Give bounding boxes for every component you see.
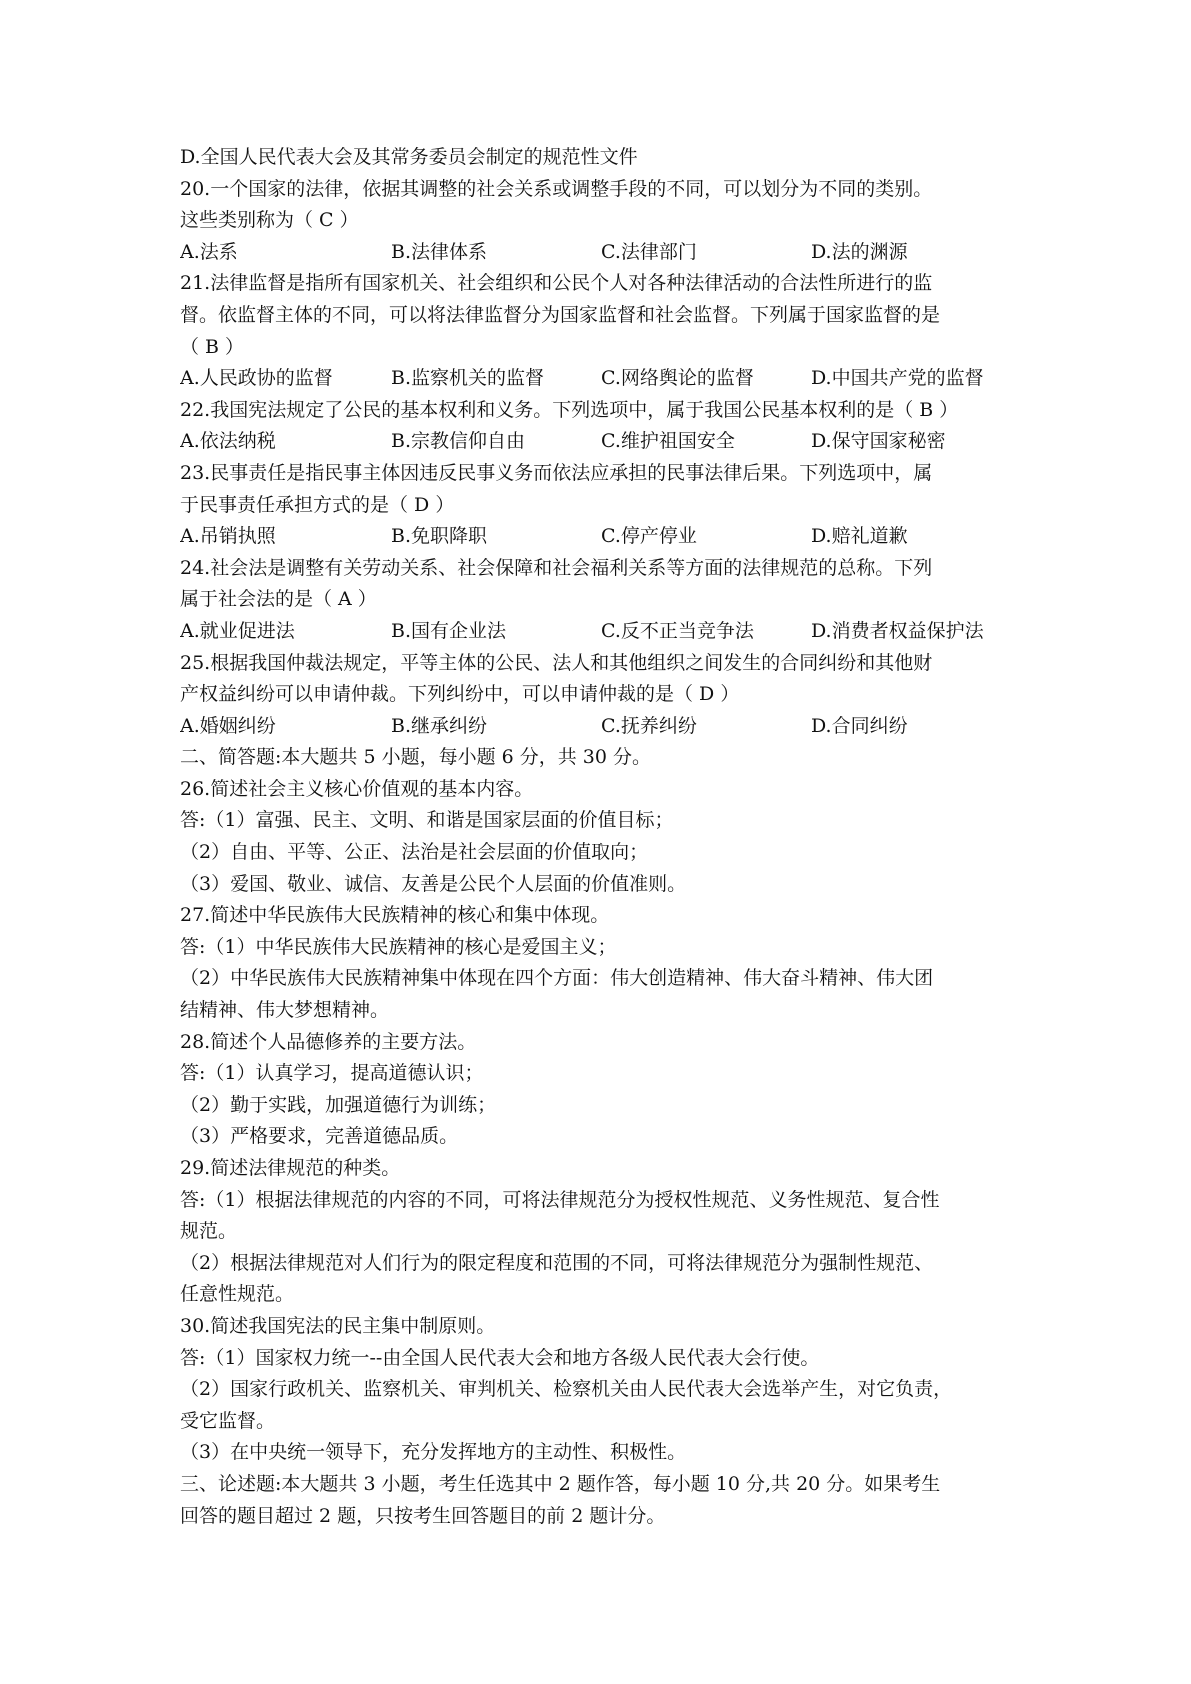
text-line: 20.一个国家的法律，依据其调整的社会关系或调整手段的不同，可以划分为不同的类别。 bbox=[180, 177, 933, 200]
text-line: 29.简述法律规范的种类。 bbox=[180, 1157, 401, 1179]
option-text: A.人民政协的监督 bbox=[180, 367, 333, 390]
text-line: （3）爱国、敬业、诚信、友善是公民个人层面的价值准则。 bbox=[180, 872, 687, 895]
text-line: （2）根据法律规范对人们行为的限定程度和范围的不同，可将法律规范分为强制性规范、 bbox=[180, 1251, 934, 1274]
option-text: A.依法纳税 bbox=[180, 430, 276, 453]
text-line: （2）自由、平等、公正、法治是社会层面的价值取向； bbox=[180, 841, 649, 864]
text-line: （2）国家行政机关、监察机关、审判机关、检察机关由人民代表大会选举产生，对它负责， bbox=[180, 1378, 953, 1401]
text-line: 答:（1）富强、民主、文明、和谐是国家层面的价值目标； bbox=[180, 809, 674, 832]
text-line: 产权益纠纷可以申请仲裁。下列纠纷中，可以申请仲裁的是（ D ） bbox=[180, 683, 740, 706]
text-line: 于民事责任承担方式的是（ D ） bbox=[180, 493, 455, 516]
option-text: C.法律部门 bbox=[601, 240, 697, 263]
text-line: 规范。 bbox=[180, 1220, 238, 1243]
option-text: C.抚养纠纷 bbox=[601, 714, 697, 737]
text-line: 27.简述中华民族伟大民族精神的核心和集中体现。 bbox=[180, 904, 610, 927]
option-text: D.保守国家秘密 bbox=[811, 430, 946, 453]
text-line: 22.我国宪法规定了公民的基本权利和义务。下列选项中，属于我国公民基本权利的是（ B ） bbox=[180, 398, 959, 421]
text-line: 25.根据我国仲裁法规定，平等主体的公民、法人和其他组织之间发生的合同纠纷和其他财 bbox=[180, 651, 933, 674]
text-line: （2）中华民族伟大民族精神集中体现在四个方面：伟大创造精神、伟大奋斗精神、伟大团 bbox=[180, 967, 934, 990]
option-text: A.就业促进法 bbox=[180, 619, 295, 642]
option-text: D.消费者权益保护法 bbox=[811, 619, 984, 642]
text-line: 23.民事责任是指民事主体因违反民事义务而依法应承担的民事法律后果。下列选项中，属 bbox=[180, 461, 933, 484]
option-text: D.赔礼道歉 bbox=[811, 525, 908, 548]
page-content bbox=[180, 142, 1020, 1532]
text-line: D.全国人民代表大会及其常务委员会制定的规范性文件 bbox=[180, 146, 638, 168]
text-line: 21.法律监督是指所有国家机关、社会组织和公民个人对各种法律活动的合法性所进行的监 bbox=[180, 272, 933, 295]
text-line: 结精神、伟大梦想精神。 bbox=[180, 999, 390, 1022]
option-text: C.网络舆论的监督 bbox=[601, 367, 754, 390]
option-text: D.法的渊源 bbox=[811, 240, 908, 263]
text-line: 属于社会法的是（ A ） bbox=[180, 588, 377, 611]
text-line: 受它监督。 bbox=[180, 1409, 276, 1432]
text-line: 30.简述我国宪法的民主集中制原则。 bbox=[180, 1314, 496, 1337]
text-line: 三、论述题:本大题共 3 小题，考生任选其中 2 题作答，每小题 10 分,共 20 分。如果考生 bbox=[180, 1472, 941, 1495]
text-line: 24.社会法是调整有关劳动关系、社会保障和社会福利关系等方面的法律规范的总称。下列 bbox=[180, 556, 933, 579]
text-line: 任意性规范。 bbox=[180, 1283, 295, 1306]
option-text: C.维护祖国安全 bbox=[601, 430, 735, 453]
option-text: A.婚姻纠纷 bbox=[180, 714, 276, 737]
text-line: 回答的题目超过 2 题，只按考生回答题目的前 2 题计分。 bbox=[180, 1504, 666, 1527]
option-text: C.停产停业 bbox=[601, 525, 697, 548]
text-line: 答:（1）根据法律规范的内容的不同，可将法律规范分为授权性规范、义务性规范、复合性 bbox=[180, 1188, 940, 1211]
text-line: （3）严格要求，完善道德品质。 bbox=[180, 1125, 459, 1148]
option-text: B.继承纠纷 bbox=[391, 714, 488, 737]
option-text: A.法系 bbox=[180, 240, 238, 263]
text-line: 26.简述社会主义核心价值观的基本内容。 bbox=[180, 777, 534, 800]
option-text: B.免职降职 bbox=[391, 525, 488, 548]
text-line: 督。依监督主体的不同，可以将法律监督分为国家监督和社会监督。下列属于国家监督的是 bbox=[180, 303, 941, 326]
text-line: 答:（1）国家权力统一--由全国人民代表大会和地方各级人民代表大会行使。 bbox=[180, 1346, 820, 1369]
options-row bbox=[180, 237, 1020, 269]
option-text: B.法律体系 bbox=[391, 240, 488, 263]
options-row bbox=[180, 711, 1020, 743]
text-line: （ B ） bbox=[180, 335, 245, 358]
option-text: D.中国共产党的监督 bbox=[811, 367, 984, 390]
text-line: 28.简述个人品德修养的主要方法。 bbox=[180, 1030, 477, 1053]
options-row bbox=[180, 426, 1020, 458]
option-text: B.宗教信仰自由 bbox=[391, 430, 526, 453]
text-line: 这些类别称为（ C ） bbox=[180, 209, 359, 232]
text-line: 答:（1）中华民族伟大民族精神的核心是爱国主义； bbox=[180, 935, 617, 958]
option-text: B.国有企业法 bbox=[391, 619, 507, 642]
option-text: B.监察机关的监督 bbox=[391, 367, 545, 390]
option-text: A.吊销执照 bbox=[180, 525, 276, 548]
options-row bbox=[180, 363, 1020, 395]
option-text: D.合同纠纷 bbox=[811, 714, 908, 737]
options-row bbox=[180, 616, 1020, 648]
text-line: （3）在中央统一领导下，充分发挥地方的主动性、积极性。 bbox=[180, 1441, 687, 1464]
option-text: C.反不正当竞争法 bbox=[601, 619, 754, 642]
options-row bbox=[180, 521, 1020, 553]
text-line: 答:（1）认真学习，提高道德认识； bbox=[180, 1062, 484, 1085]
text-line: 二、简答题:本大题共 5 小题，每小题 6 分，共 30 分。 bbox=[180, 746, 651, 769]
text-line: （2）勤于实践，加强道德行为训练； bbox=[180, 1093, 497, 1116]
